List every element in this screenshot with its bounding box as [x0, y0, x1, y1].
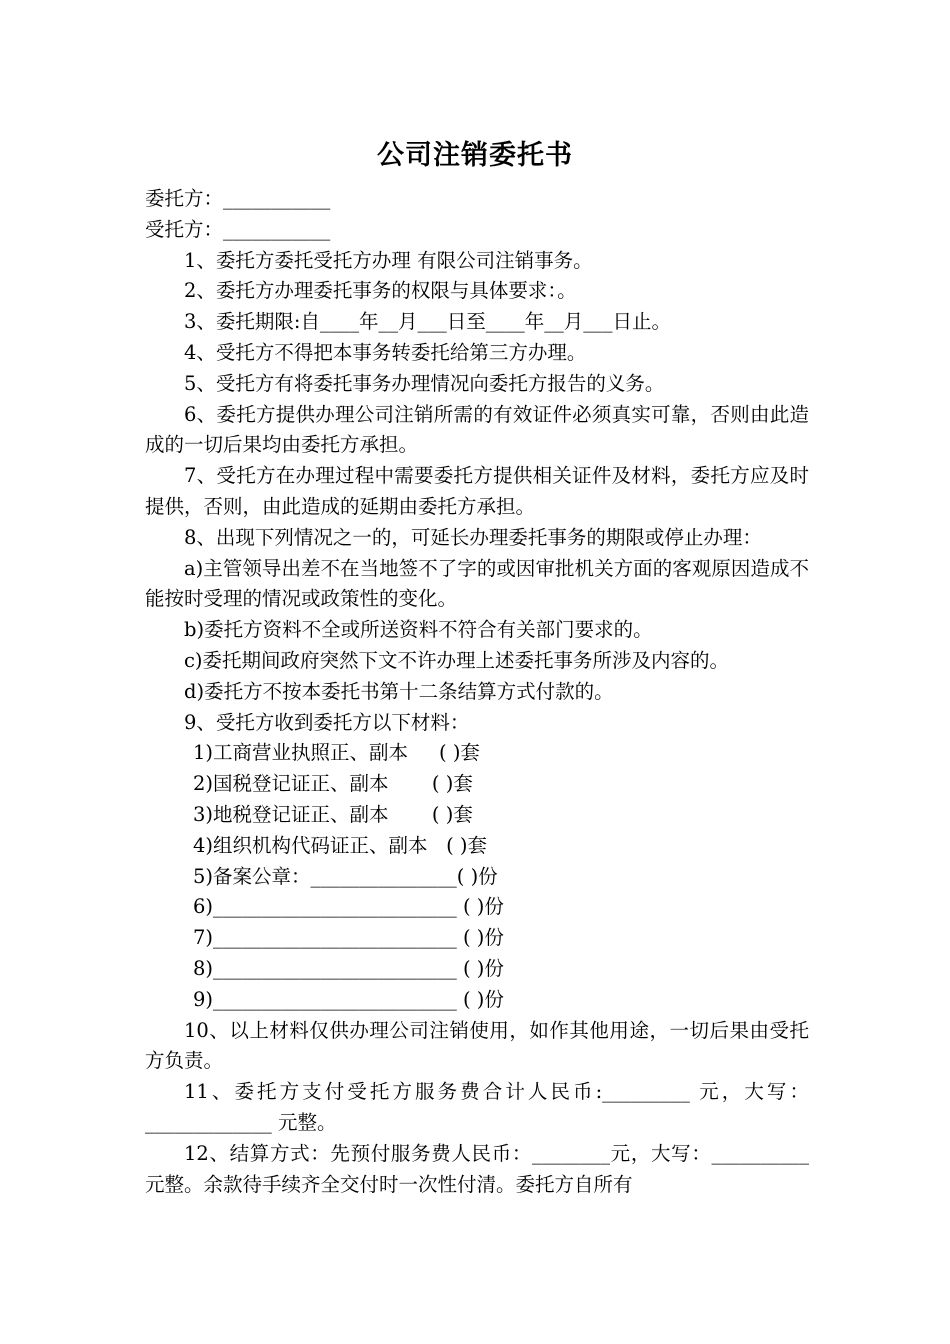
clause-9: 9、受托方收到委托方以下材料： [184, 710, 470, 734]
material-item: 7)_________________________ ( )份 [193, 926, 504, 950]
clause-11: 11、委托方支付受托方服务费合计人民币:_________ 元，大写：_____________ 元整。 [145, 1080, 809, 1134]
material-item: 2)国税登记证正、副本 ( )套 [193, 772, 473, 796]
material-item: 8)_________________________ ( )份 [193, 956, 504, 980]
document-title: 公司注销委托书 [377, 140, 573, 171]
clause-7: 7、受托方在办理过程中需要委托方提供相关证件及材料，委托方应及时提供，否则，由此造成的延期由委托方承担。 [145, 464, 809, 518]
material-item: 5)备案公章：_______________( )份 [193, 864, 498, 888]
clause-8: 8、出现下列情况之一的，可延长办理委托事务的期限或停止办理： [184, 525, 762, 549]
clause-8-c: c)委托期间政府突然下文不许办理上述委托事务所涉及内容的。 [184, 648, 730, 672]
agent-line: 受托方：___________ [145, 217, 331, 241]
clause-8-b: b)委托方资料不全或所送资料不符合有关部门要求的。 [184, 618, 653, 642]
material-item: 6)_________________________ ( )份 [193, 895, 504, 919]
clause-8-a: a)主管领导出差不在当地签不了字的或因审批机关方面的客观原因造成不能按时受理的情况或政策性的变化。 [145, 556, 809, 611]
material-item: 1)工商营业执照正、副本 ( )套 [193, 741, 480, 765]
clause-1: 1、委托方委托受托方办理 有限公司注销事务。 [184, 248, 593, 272]
principal-line: 委托方：___________ [145, 187, 331, 210]
material-item: 9)_________________________ ( )份 [193, 987, 504, 1011]
clause-8-d: d)委托方不按本委托书第十二条结算方式付款的。 [184, 679, 614, 703]
material-item: 4)组织机构代码证正、副本 ( )套 [193, 833, 488, 857]
clause-2: 2、委托方办理委托事务的权限与具体要求：。 [184, 279, 577, 303]
clause-12: 12、结算方式：先预付服务费人民币：________元，大写：__________元整。余款待手续齐全交付时一次性付清。委托方自所有 [145, 1141, 809, 1196]
clause-4: 4、受托方不得把本事务转委托给第三方办理。 [184, 340, 587, 364]
clause-5: 5、受托方有将委托事务办理情况向委托方报告的义务。 [184, 371, 665, 395]
document-body [145, 184, 809, 1200]
clause-3: 3、委托期限:自____年__月___日至____年__月___日止。 [184, 310, 671, 334]
material-item: 3)地税登记证正、副本 ( )套 [193, 802, 473, 826]
clause-6: 6、委托方提供办理公司注销所需的有效证件必须真实可靠，否则由此造成的一切后果均由委托方承担。 [145, 402, 809, 457]
clause-10: 10、以上材料仅供办理公司注销使用，如作其他用途，一切后果由受托方负责。 [145, 1018, 809, 1073]
